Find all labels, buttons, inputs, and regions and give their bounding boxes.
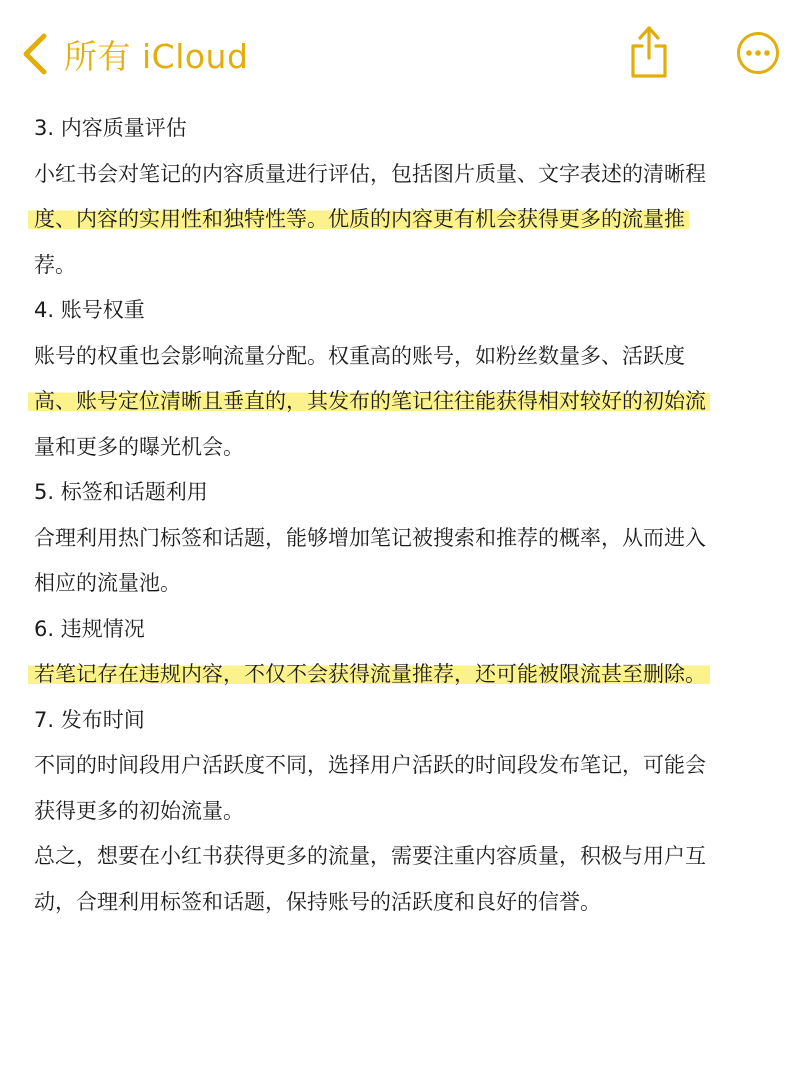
paragraph-line: 相应的流量池。 xyxy=(34,571,181,595)
back-label: 所有 iCloud xyxy=(64,36,249,76)
navigation-bar xyxy=(0,0,800,108)
paragraph-line: 荐。 xyxy=(34,252,76,277)
note-body[interactable] xyxy=(34,106,774,925)
paragraph-line: 小红书会对笔记的内容质量进行评估，包括图片质量、文字表述的清晰程 xyxy=(34,161,706,186)
section-heading: 4. 账号权重 xyxy=(34,298,145,322)
paragraph-line: 量和更多的曝光机会。 xyxy=(34,434,244,459)
more-button[interactable] xyxy=(736,31,780,75)
more-options-icon xyxy=(736,31,780,75)
share-icon xyxy=(627,22,671,82)
back-button[interactable] xyxy=(20,24,248,84)
chevron-left-icon xyxy=(20,32,50,76)
paragraph-line: 不同的时间段用户活跃度不同，选择用户活跃的时间段发布笔记，可能会 xyxy=(34,753,706,777)
paragraph-line: 获得更多的初始流量。 xyxy=(34,798,244,823)
paragraph-line-highlighted xyxy=(34,652,774,698)
section-heading: 6. 违规情况 xyxy=(34,616,145,641)
section-heading: 5. 标签和话题利用 xyxy=(34,480,208,504)
highlight: 高、账号定位清晰且垂直的，其发布的笔记往往能获得相对较好的初始流 xyxy=(28,389,710,413)
section-heading: 7. 发布时间 xyxy=(34,707,145,732)
paragraph-line: 合理利用热门标签和话题，能够增加笔记被搜索和推荐的概率，从而进入 xyxy=(34,525,706,550)
summary-line: 总之，想要在小红书获得更多的流量，需要注重内容质量，积极与用户互 xyxy=(34,844,706,868)
paragraph-line-highlighted xyxy=(34,197,774,243)
share-button[interactable] xyxy=(627,22,671,82)
highlight: 若笔记存在违规内容，不仅不会获得流量推荐，还可能被限流甚至删除。 xyxy=(28,662,710,686)
paragraph-line: 账号的权重也会影响流量分配。权重高的账号，如粉丝数量多、活跃度 xyxy=(34,343,685,368)
paragraph-line-highlighted xyxy=(34,379,774,425)
section-heading: 3. 内容质量评估 xyxy=(34,116,187,140)
summary-line: 动，合理利用标签和话题，保持账号的活跃度和良好的信誉。 xyxy=(34,889,601,914)
highlight: 度、内容的实用性和独特性等。优质的内容更有机会获得更多的流量推 xyxy=(28,207,689,231)
